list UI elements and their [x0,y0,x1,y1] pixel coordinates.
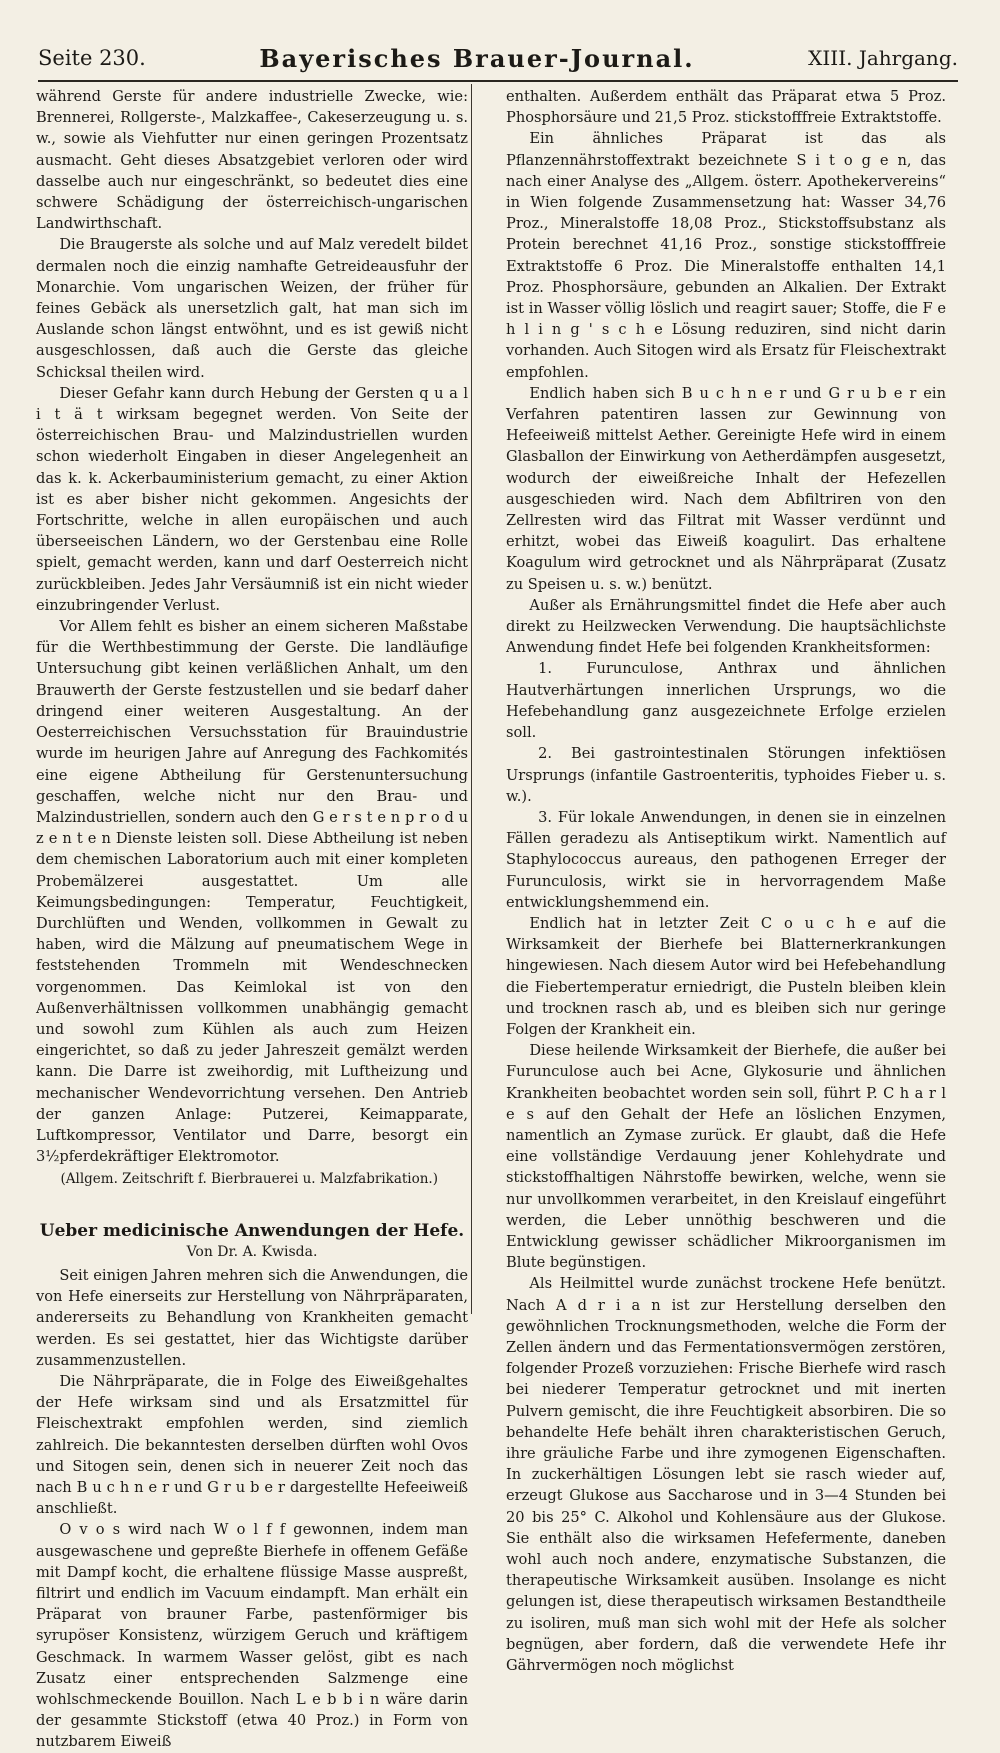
right-column [506,86,946,1676]
paragraph: Vor Allem fehlt es bisher an einem sicheren Maßstabe für die Werthbestimmung der Gerste. Die landläufige Untersuchung gibt keinen verläßlichen Anhalt, um den Brauwerth der Gerste festzustellen und sie bedarf daher dringend einer weiteren Ausgestaltung. An der Oesterreichischen Versuchsstation für Brauindustrie wurde im heurigen Jahre auf Anregung des Fachkomités eine eigene Abtheilung für Gerstenuntersuchung geschaffen, welche nicht nur den Brau- und Malzindustriellen, sondern auch den G e r s t e n p r o d u z e n t e n Dienste leisten soll. Diese Abtheilung ist neben dem chemischen Laboratorium auch mit einer kompleten Probemälzerei ausgestattet. Um alle Keimungsbedingungen: Temperatur, Feuchtigkeit, Durchlüften und Wenden, vollkommen in Gewalt zu haben, wird die Mälzung auf pneumatischem Wege in feststehenden Trommeln mit Wendeschnecken vorgenommen. Das Keimlokal ist von den Außenverhältnissen vollkommen unabhängig gemacht und sowohl zum Kühlen als auch zum Heizen eingerichtet, so daß zu jeder Jahreszeit gemälzt werden kann. Die Darre ist zweihordig, mit Luftheizung und mechanischer Wendevorrichtung versehen. Den Antrieb der ganzen Anlage: Putzerei, Keimapparate, Luftkompressor, Ventilator und Darre, besorgt ein 3½pferdekräftiger Elektromotor. [36,618,468,1166]
paragraph: Die Nährpräparate, die in Folge des Eiweißgehaltes der Hefe wirksam sind und als Ersatzmittel für Fleischextrakt empfohlen werden, sind ziemlich zahlreich. Die bekanntesten derselben dürften wohl Ovos und Sitogen sein, denen sich in neuerer Zeit noch das nach B u c h n e r und G r u b e r dargestellte Hefeeiweiß anschließt. [36,1372,468,1518]
paragraph: Endlich haben sich B u c h n e r und G r u b e r ein Verfahren patentiren lassen zur Gewinnung von Hefeeiweiß mittelst Aether. Gereinigte Hefe wird in einem Glasballon der Einwirkung von Aetherdämpfen ausgesetzt, wodurch der eiweißreiche Inhalt der Hefezellen ausgeschieden wird. Nach dem Abfiltriren von den Zellresten wird das Filtrat mit Wasser verdünnt und erhitzt, wobei das Eiweiß koagulirt. Das erhaltene Koagulum wird getrocknet und als Nährpräparat (Zusatz zu Speisen u. s. w.) benützt. [506,384,946,593]
article-byline: Von Dr. A. Kwisda. [186,1243,318,1260]
source-citation: (Allgem. Zeitschrift f. Bierbrauerei u. Malzfabrikation.) [60,1171,438,1188]
paragraph: während Gerste für andere industrielle Zwecke, wie: Brennerei, Rollgerste-, Malzkaffee-, Cakeserzeugung u. s. w., sowie als Viehfutter nur einen geringen Prozentsatz ausmacht. Geht dieses Absatzgebiet verloren oder wird dasselbe auch nur eingeschränkt, so bedeutet dies eine schwere Schädigung der österreichisch-ungarischen Landwirthschaft. [36,88,468,233]
paragraph: Die Braugerste als solche und auf Malz veredelt bildet dermalen noch die einzig namhafte Getreideausfuhr der Monarchie. Vom ungarischen Weizen, der früher für feines Gebäck als unersetzlich galt, hat man sich im Auslande schon längst entwöhnt, und es ist gewiß nicht ausgeschlossen, daß auch die Gerste das gleiche Schicksal theilen wird. [36,236,468,381]
paragraph: Diese heilende Wirksamkeit der Bierhefe, die außer bei Furunculose auch bei Acne, Glykosurie und ähnlichen Krankheiten beobachtet worden sein soll, führt P. C h a r l e s auf den Gehalt der Hefe an löslichen Enzymen, namentlich an Zymase zurück. Er glaubt, daß die Hefe eine vollständige Verdauung jener Kohlehydrate und stickstoffhaltigen Nährstoffe bewirken, welche, wenn sie nur unvollkommen verarbeitet, in den Kreislauf eingeführt werden, die Leber unnöthig beschweren und die Entwicklung gewisser schädlicher Mikroorganismen im Blute begünstigen. [506,1042,946,1272]
paragraph: Endlich hat in letzter Zeit C o u c h e auf die Wirksamkeit der Bierhefe bei Blatternerkrankungen hingewiesen. Nach diesem Autor wird bei Hefebehandlung die Fiebertemperatur erniedrigt, die Pusteln bleiben klein und trocknen rasch ab, und es bleiben sich nur geringe Folgen der Krankheit ein. [506,914,946,1038]
page-number: Seite 230. [38,46,146,70]
paragraph: Ein ähnliches Präparat ist das als Pflanzennährstoffextrakt bezeichnete S i t o g e n, das nach einer Analyse des „Allgem. österr. Apothekervereins“ in Wien folgende Zusammensetzung hat: Wasser 34,76 Proz., Mineralstoffe 18,08 Proz., Stickstoffsubstanz als Protein berechnet 41,16 Proz., sonstige stickstofffreie Extraktstoffe 6 Proz. Die Mineralstoffe enthalten 14,1 Proz. Phosphorsäure, gebunden an Alkalien. Der Extrakt ist in Wasser völlig löslich und reagirt sauer; Stoffe, die F e h l i n g ' s c h e Lösung reduziren, sind nicht darin vorhanden. Auch Sitogen wird als Ersatz für Fleischextrakt empfohlen. [506,130,946,381]
paragraph: O v o s wird nach W o l f f gewonnen, indem man ausgewaschene und gepreßte Bierhefe in offenem Gefäße mit Dampf kocht, die erhaltene flüssige Masse auspreßt, filtrirt und endlich im Vacuum eindampft. Man erhält ein Präparat von brauner Farbe, pastenförmiger bis syrupöser Konsistenz, würzigem Geruch und kräftigem Geschmack. In warmem Wasser gelöst, gibt es nach Zusatz einer entsprechenden Salzmenge eine wohlschmeckende Bouillon. Nach L e b b i n wäre darin der gesammte Stickstoff (etwa 40 Proz.) in Form von nutzbarem Eiweiß [36,1521,468,1751]
page-header [38,36,958,82]
list-item: 3. Für lokale Anwendungen, in denen sie in einzelnen Fällen geradezu als Antiseptikum wirkt. Namentlich auf Staphylococcus aureaus, den pathogenen Erreger der Furunculosis, wirkt sie in hervorragendem Maße entwicklungshemmend ein. [506,808,946,911]
volume-label: XIII. Jahrgang. [808,46,958,70]
paragraph: Als Heilmittel wurde zunächst trockene Hefe benützt. Nach A d r i a n ist zur Herstellung derselben den gewöhnlichen Trocknungsmethoden, welche die Form der Zellen ändern und das Fermentationsvermögen zerstören, folgender Prozeß vorzuziehen: Frische Bierhefe wird rasch bei niederer Temperatur getrocknet und mit inerten Pulvern gemischt, die ihre Feuchtigkeit absorbiren. Die so behandelte Hefe behält ihren charakteristischen Geruch, ihre gräuliche Farbe und ihre zymogenen Eigenschaften. In zuckerhältigen Lösungen lebt sie rasch wieder auf, erzeugt Glukose aus Saccharose und in 3—4 Stunden bei 20 bis 25° C. Alkohol und Kohlensäure aus der Glukose. Sie enthält also die wirksamen Hefefermente, daneben wohl auch noch andere, enzymatische Substanzen, die therapeutische Wirksamkeit ausüben. Insolange es nicht gelungen ist, diese therapeutisch wirksamen Bestandtheile zu isoliren, muß man sich wohl mit der Hefe als solcher begnügen, aber fordern, daß die verwendete Hefe ihr Gährvermögen noch möglichst [506,1275,946,1675]
paragraph: Außer als Ernährungsmittel findet die Hefe aber auch direkt zu Heilzwecken Verwendung. Die hauptsächlichste Anwendung findet Hefe bei folgenden Krankheitsformen: [506,596,946,657]
left-column [36,86,468,1753]
article-title: Ueber medicinische Anwendungen der Hefe. [39,1220,465,1241]
paragraph: Dieser Gefahr kann durch Hebung der Gersten q u a l i t ä t wirksam begegnet werden. Von Seite der österreichischen Brau- und Malzindustriellen wurden schon wiederholt Eingaben in dieser Angelegenheit an das k. k. Ackerbauministerium gemacht, zu einer Aktion ist es aber bisher nicht gekommen. Angesichts der Fortschritte, welche in allen europäischen und auch überseeischen Ländern, wo der Gerstenbau eine Rolle spielt, gemacht werden, kann und darf Oesterreich nicht zurückbleiben. Jedes Jahr Versäumniß ist ein nicht wieder einzubringender Verlust. [36,384,468,614]
column-divider [471,84,472,1314]
journal-title: Bayerisches Brauer-Journal. [259,43,695,73]
list-item: 2. Bei gastrointestinalen Störungen infektiösen Ursprungs (infantile Gastroenteritis, typhoides Fieber u. s. w.). [506,745,946,805]
list-item: 1. Furunculose, Anthrax und ähnlichen Hautverhärtungen innerlichen Ursprungs, wo die Hefebehandlung ganz ausgezeichnete Erfolge erzielen soll. [506,660,946,742]
paragraph: Seit einigen Jahren mehren sich die Anwendungen, die von Hefe einerseits zur Herstellung von Nährpräparaten, andererseits zu Behandlung von Krankheiten gemacht werden. Es sei gestattet, hier das Wichtigste darüber zusammenzustellen. [36,1266,468,1369]
paragraph: enthalten. Außerdem enthält das Präparat etwa 5 Proz. Phosphorsäure und 21,5 Proz. stickstofffreie Extraktstoffe. [506,88,946,127]
